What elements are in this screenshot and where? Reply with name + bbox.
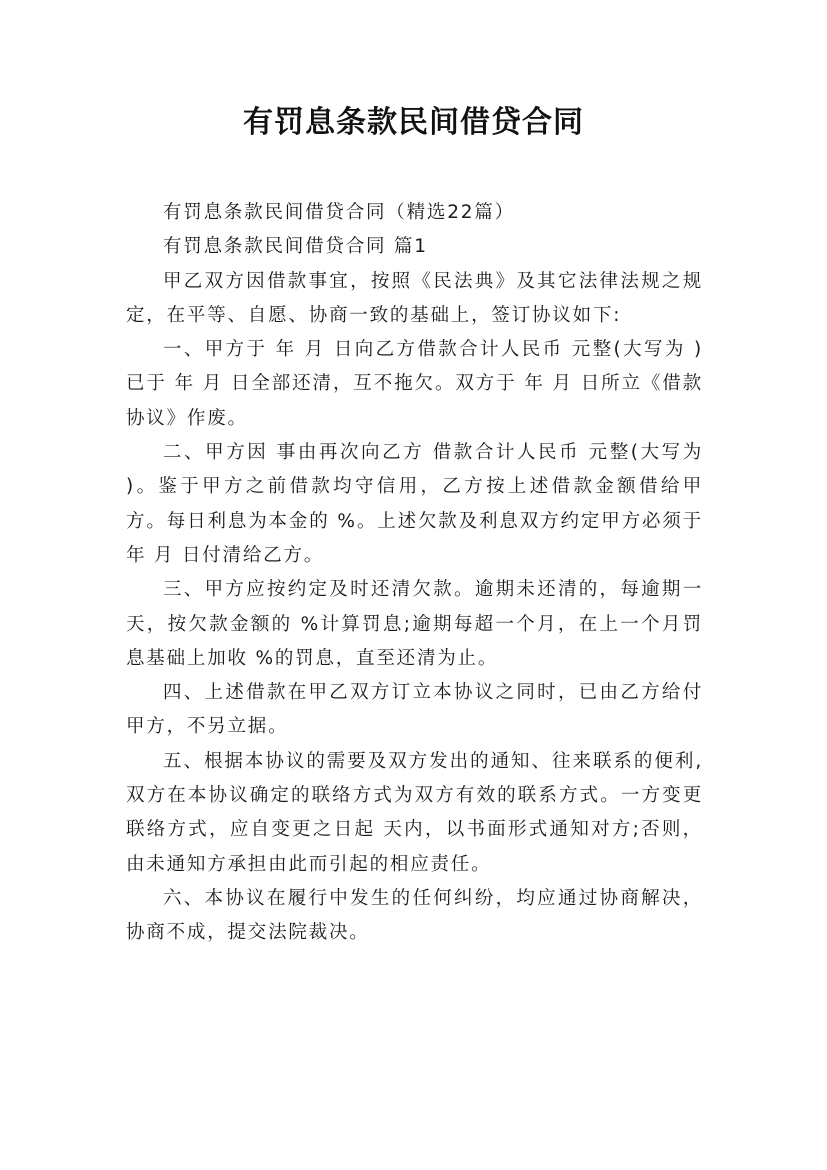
document-title: 有罚息条款民间借贷合同 xyxy=(243,105,584,140)
paragraph-clause-4: 四、上述借款在甲乙双方订立本协议之同时，已由乙方给付甲方，不另立据。 xyxy=(126,682,703,738)
document-body xyxy=(126,196,703,951)
paragraph-section-heading: 有罚息条款民间借贷合同 篇1 xyxy=(163,236,428,258)
paragraph-clause-6: 六、本协议在履行中发生的任何纠纷，均应通过协商解决，协商不成，提交法院裁决。 xyxy=(126,887,703,944)
paragraph-subtitle: 有罚息条款民间借贷合同（精选22篇） xyxy=(163,202,515,223)
paragraph-clause-3: 三、甲方应按约定及时还清欠款。逾期未还清的，每逾期一天，按欠款金额的 %计算罚息;逾期每超一个月，在上一个月罚息基础上加收 %的罚息，直至还清为止。 xyxy=(126,579,703,669)
paragraph-preamble: 甲乙双方因借款事宜，按照《民法典》及其它法律法规之规定，在平等、自愿、协商一致的基础上，签订协议如下: xyxy=(126,270,703,326)
paragraph-clause-5: 五、根据本协议的需要及双方发出的通知、往来联系的便利,双方在本协议确定的联络方式为双方有效的联系方式。一方变更联络方式，应自变更之日起 天内，以书面形式通知对方;否则，由未通知方承担由此而引起的相应责任。 xyxy=(126,750,703,875)
paragraph-clause-1: 一、甲方于 年 月 日向乙方借款合计人民币 元整(大写为 )已于 年 月 日全部还清，互不拖欠。双方于 年 月 日所立《借款协议》作废。 xyxy=(126,339,703,429)
paragraph-clause-2: 二、甲方因 事由再次向乙方 借款合计人民币 元整(大写为 )。鉴于甲方之前借款均守信用，乙方按上述借款金额借给甲方。每日利息为本金的 %。上述欠款及利息双方约定甲方必须于 年 月 日付清给乙方。 xyxy=(126,442,703,566)
